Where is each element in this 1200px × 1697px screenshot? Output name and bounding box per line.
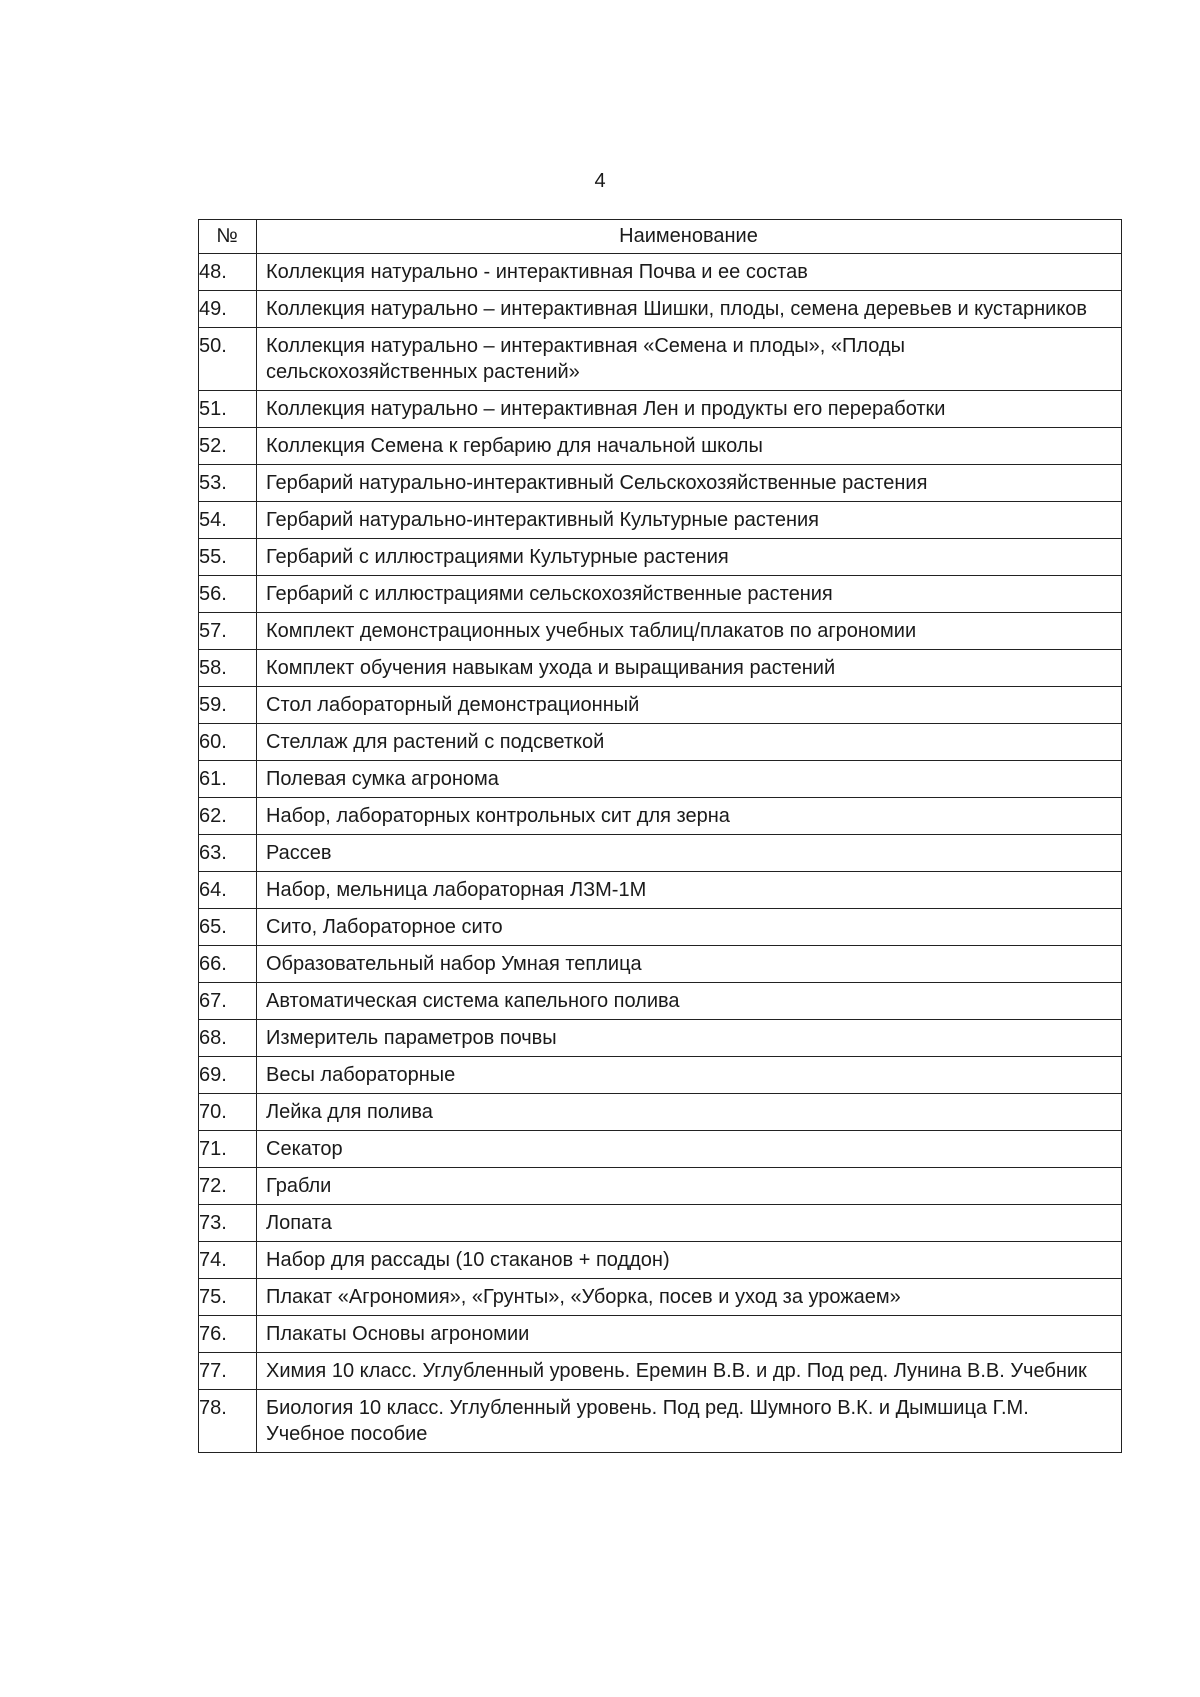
table-row [199,291,1122,328]
row-name: Коллекция натурально - интерактивная Почва и ее состав [257,254,1122,291]
row-number: 71. [199,1131,257,1168]
row-number: 66. [199,946,257,983]
table-row [199,1242,1122,1279]
row-name: Стеллаж для растений с подсветкой [257,724,1122,761]
row-number: 78. [199,1390,257,1453]
table-row [199,1316,1122,1353]
table-row [199,328,1122,391]
row-name: Плакат «Агрономия», «Грунты», «Уборка, посев и уход за урожаем» [257,1279,1122,1316]
row-name: Плакаты Основы агрономии [257,1316,1122,1353]
row-name: Весы лабораторные [257,1057,1122,1094]
row-number: 59. [199,687,257,724]
row-name: Коллекция натурально – интерактивная Лен и продукты его переработки [257,391,1122,428]
table-row [199,687,1122,724]
row-name: Химия 10 класс. Углубленный уровень. Еремин В.В. и др. Под ред. Лунина В.В. Учебник [257,1353,1122,1390]
row-number: 52. [199,428,257,465]
table-row [199,391,1122,428]
row-number: 56. [199,576,257,613]
row-number: 51. [199,391,257,428]
row-name: Комплект обучения навыкам ухода и выращивания растений [257,650,1122,687]
row-name: Сито, Лабораторное сито [257,909,1122,946]
table-body [199,254,1122,1453]
table-row [199,1094,1122,1131]
row-name: Набор, мельница лабораторная ЛЗМ-1М [257,872,1122,909]
row-name: Лопата [257,1205,1122,1242]
table-row [199,1390,1122,1453]
row-number: 72. [199,1168,257,1205]
table-row [199,465,1122,502]
row-number: 49. [199,291,257,328]
row-number: 77. [199,1353,257,1390]
row-number: 57. [199,613,257,650]
row-name: Набор для рассады (10 стаканов + поддон) [257,1242,1122,1279]
row-name: Биология 10 класс. Углубленный уровень. Под ред. Шумного В.К. и Дымшица Г.М. Учебное пособие [257,1390,1122,1453]
table-row [199,946,1122,983]
row-number: 58. [199,650,257,687]
row-name: Образовательный набор Умная теплица [257,946,1122,983]
table-row [199,1020,1122,1057]
header-number: № [199,220,257,254]
row-number: 63. [199,835,257,872]
row-number: 61. [199,761,257,798]
row-name: Измеритель параметров почвы [257,1020,1122,1057]
table-row [199,1205,1122,1242]
row-number: 74. [199,1242,257,1279]
row-name: Коллекция натурально – интерактивная Шишки, плоды, семена деревьев и кустарников [257,291,1122,328]
table-row [199,983,1122,1020]
row-name: Автоматическая система капельного полива [257,983,1122,1020]
row-number: 68. [199,1020,257,1057]
table-row [199,1168,1122,1205]
row-number: 62. [199,798,257,835]
table-row [199,761,1122,798]
table-row [199,254,1122,291]
row-number: 73. [199,1205,257,1242]
row-name: Комплект демонстрационных учебных таблиц/плакатов по агрономии [257,613,1122,650]
table-row [199,835,1122,872]
table-row [199,539,1122,576]
row-number: 76. [199,1316,257,1353]
row-number: 65. [199,909,257,946]
table-row [199,724,1122,761]
table-row [199,798,1122,835]
row-number: 48. [199,254,257,291]
row-name: Набор, лабораторных контрольных сит для зерна [257,798,1122,835]
table-header [199,220,1122,254]
table-row [199,428,1122,465]
row-number: 50. [199,328,257,391]
table-row [199,1057,1122,1094]
row-name: Полевая сумка агронома [257,761,1122,798]
items-table [198,219,1122,1453]
row-name: Коллекция Семена к гербарию для начальной школы [257,428,1122,465]
page-number: 4 [594,170,606,192]
row-number: 70. [199,1094,257,1131]
row-name: Стол лабораторный демонстрационный [257,687,1122,724]
row-number: 60. [199,724,257,761]
header-name: Наименование [257,220,1122,254]
row-name: Гербарий натурально-интерактивный Культурные растения [257,502,1122,539]
row-number: 54. [199,502,257,539]
table-row [199,1131,1122,1168]
row-name: Рассев [257,835,1122,872]
row-name: Гербарий натурально-интерактивный Сельскохозяйственные растения [257,465,1122,502]
row-name: Секатор [257,1131,1122,1168]
row-name: Грабли [257,1168,1122,1205]
row-number: 55. [199,539,257,576]
table-row [199,872,1122,909]
row-number: 53. [199,465,257,502]
table-row [199,502,1122,539]
row-name: Коллекция натурально – интерактивная «Семена и плоды», «Плоды сельскохозяйственных растений» [257,328,1122,391]
table-row [199,576,1122,613]
row-number: 69. [199,1057,257,1094]
table-row [199,909,1122,946]
row-number: 64. [199,872,257,909]
row-name: Гербарий с иллюстрациями Культурные растения [257,539,1122,576]
row-number: 75. [199,1279,257,1316]
row-name: Лейка для полива [257,1094,1122,1131]
table-row [199,1279,1122,1316]
table-row [199,650,1122,687]
table-row [199,1353,1122,1390]
header-row [199,220,1122,254]
row-number: 67. [199,983,257,1020]
table-row [199,613,1122,650]
row-name: Гербарий с иллюстрациями сельскохозяйственные растения [257,576,1122,613]
